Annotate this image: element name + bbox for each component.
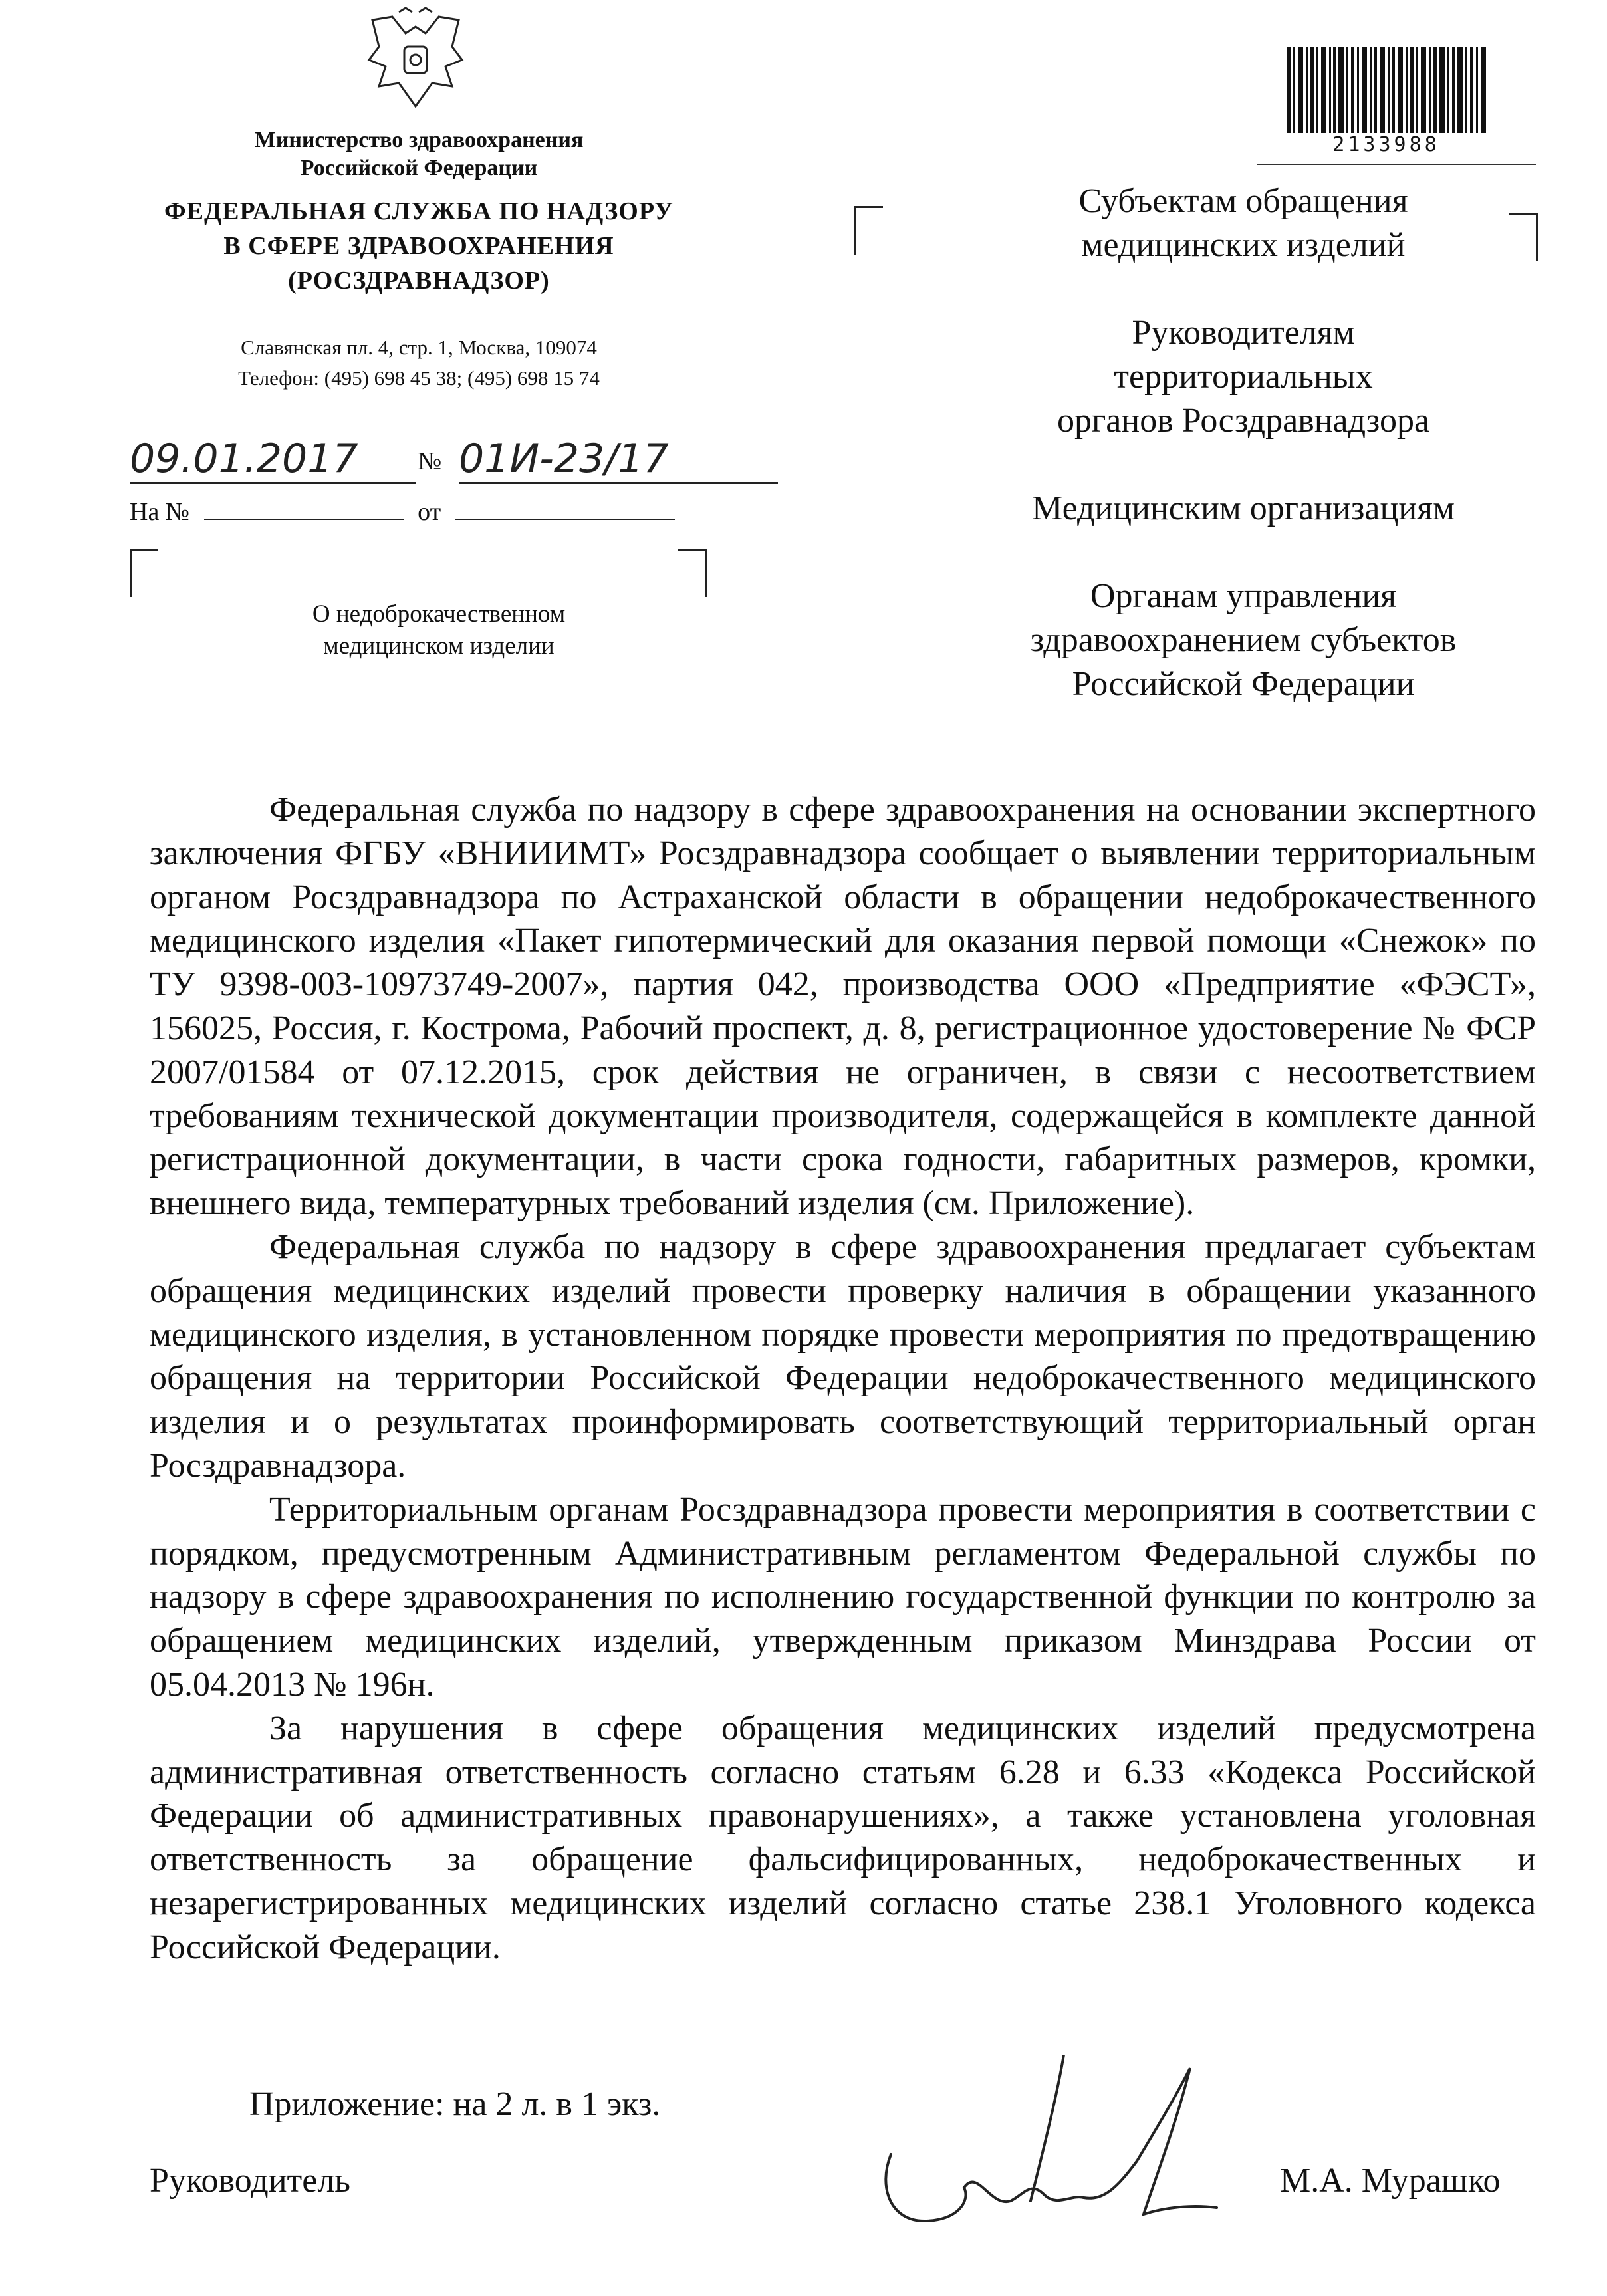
addressee-line: Органам управления	[1090, 577, 1397, 615]
addressee-line: Медицинским организациям	[1032, 489, 1455, 527]
address-line-1: Славянская пл. 4, стр. 1, Москва, 109074	[241, 336, 597, 359]
corner-bracket-left	[130, 549, 158, 597]
registration-date: 09.01.2017	[130, 436, 416, 484]
body-paragraph-1: Федеральная служба по надзору в сфере здравоохранения на основании экспертного заключения ФГБУ «ВНИИИМТ» Росздравнадзора сообщает о выявлении территориальным органом Росздравнадзора по Астраханской области в обращении недоброкачественного медицинского изделия «Пакет гипотермический для оказания первой помощи «Снежок» по ТУ 9398-003-10973749-2007», партия 042, производства ООО «Предприятие «ФЭСТ», 156025, Россия, г. Кострома, Рабочий проспект, д. 8, регистрационное удостоверение № ФСР 2007/01584 от 07.12.2015, срок действия не ограничен, в связи с несоответствием требованиям технической документации производителя, содержащейся в комплекте данной регистрационной документации, в части срока годности, габаритных размеров, кромки, внешнего вида, температурных требований изделия (см. Приложение).	[150, 791, 1536, 1223]
reference-label: На №	[130, 498, 190, 526]
service-name	[106, 194, 731, 298]
service-line-3: (РОСЗДРАВНАДЗОР)	[288, 267, 550, 295]
reference-date-blank	[455, 519, 675, 520]
reference-from-label: от	[418, 498, 441, 526]
addressee-line: здравоохранением субъектов	[1030, 621, 1457, 659]
service-line-1: ФЕДЕРАЛЬНАЯ СЛУЖБА ПО НАДЗОРУ	[164, 197, 674, 225]
barcode-number: 2133988	[1332, 133, 1440, 156]
addressee-group-2	[911, 311, 1576, 443]
addressee-line: территориальных	[1114, 358, 1373, 396]
reference-number-blank	[204, 519, 404, 520]
addressee-line: Российской Федерации	[1072, 665, 1415, 703]
document-subject	[253, 598, 625, 662]
ministry-line-1: Министерство здравоохранения	[254, 128, 584, 152]
addressees-block	[911, 180, 1576, 706]
addressee-group-4	[911, 574, 1576, 706]
addressee-bracket-left	[854, 206, 883, 255]
registration-number-sign: №	[418, 447, 442, 475]
corner-bracket-right	[678, 549, 707, 597]
address-line-2: Телефон: (495) 698 45 38; (495) 698 15 74	[238, 366, 600, 390]
body-paragraph-3: Территориальным органам Росздравнадзора провести мероприятия в соответствии с порядком, предусмотренным Административным регламентом Федеральной службы по надзору в сфере здравоохранения по исполнению государственной функции по контролю за обращением медицинских изделий, утвержденным приказом Минздрава России от 05.04.2013 № 196н.	[150, 1490, 1536, 1704]
service-line-2: В СФЕРЕ ЗДРАВООХРАНЕНИЯ	[223, 232, 614, 260]
addressee-line: Субъектам обращения	[1078, 182, 1408, 220]
subject-line-2: медицинском изделии	[323, 632, 555, 660]
ministry-line-2: Российской Федерации	[300, 156, 538, 180]
addressee-line: Руководителям	[1132, 314, 1355, 352]
signatory-name: М.А. Мурашко	[1280, 2162, 1501, 2200]
body-paragraph-2: Федеральная служба по надзору в сфере здравоохранения предлагает субъектам обращения медицинских изделий провести проверку наличия в обращении указанного медицинского изделия, в установленном порядке провести мероприятия по предотвращению обращения на территории Российской Федерации недоброкачественного медицинского изделия и о результатах проинформировать соответствующий территориальный орган Росздравнадзора.	[150, 1227, 1536, 1485]
subject-line-1: О недоброкачественном	[312, 600, 566, 628]
ministry-name	[120, 126, 718, 182]
barcode-underline	[1257, 164, 1536, 165]
attachment-note: Приложение: на 2 л. в 1 экз.	[249, 2085, 661, 2123]
addressee-line: медицинских изделий	[1081, 226, 1406, 264]
service-address	[120, 332, 718, 394]
handwritten-signature	[864, 2055, 1237, 2241]
registration-number: 01И-23/17	[459, 436, 778, 484]
reference-line	[130, 497, 675, 527]
addressee-line: органов Росздравнадзора	[1056, 402, 1430, 440]
addressee-group-1	[911, 180, 1576, 267]
coat-of-arms-emblem	[352, 7, 479, 120]
barcode	[1287, 47, 1486, 133]
signatory-position: Руководитель	[150, 2162, 350, 2200]
body-paragraph-4: За нарушения в сфере обращения медицинских изделий предусмотрена административная ответственность согласно статьям 6.28 и 6.33 «Кодекса Российской Федерации об административных правонарушениях», а также установлена уголовная ответственность за обращение фальсифицированных, недоброкачественных и незарегистрированных медицинских изделий согласно статье 238.1 Уголовного кодекса Российской Федерации.	[150, 1709, 1536, 1966]
addressee-group-3	[911, 487, 1576, 531]
letter-body	[150, 788, 1536, 1970]
